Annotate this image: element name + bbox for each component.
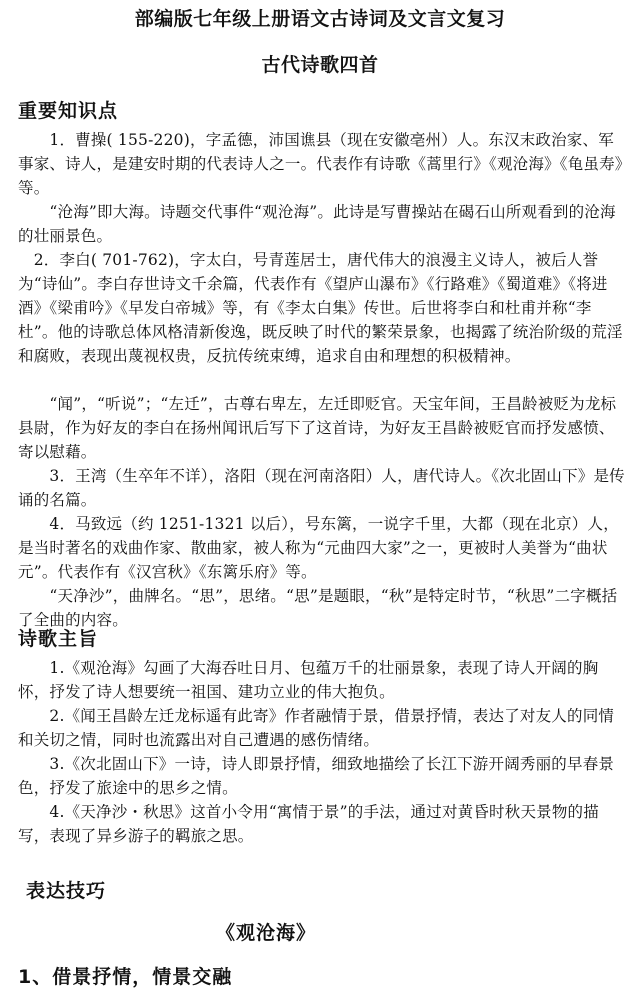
- theme-paragraph-1: 1.《观沧海》勾画了大海吞吐日月、包蕴万千的壮丽景象，表现了诗人开阔的胸怀，抒发了诗人想要统一祖国、建功立业的伟大抱负。: [18, 659, 599, 701]
- theme-paragraph-3: 3.《次北固山下》一诗，诗人即景抒情，细致地描绘了长江下游开阔秀丽的早春景色，抒发了旅途中的思乡之情。: [18, 755, 615, 797]
- knowledge-paragraph-libai: 2．李白( 701-762)，字太白，号青莲居士，唐代伟大的浪漫主义诗人，被后人誉为“诗仙”。李白存世诗文千余篇，代表作有《望庐山瀑布》《行路难》《蜀道难》《将进酒》《梁甫吟》《早发白帝城》等，有《李太白集》传世。后世将李白和杜甫并称“李杜”。他的诗歌总体风格清新俊逸，既反映了时代的繁荣景象，也揭露了统治阶级的荒淫和腐败，表现出蔑视权贵，反抗传统束缚，追求自由和理想的积极精神。: [18, 251, 623, 365]
- knowledge-paragraph-wen: “闻”，“听说”；“左迁”，古尊右卑左，左迁即贬官。天宝年间，王昌龄被贬为龙标县尉，作为好友的李白在扬州闻讯后写下了这首诗，为好友王昌龄被贬官而抒发感愤、寄以慰藉。: [18, 395, 617, 461]
- section-heading-theme: 诗歌主旨: [18, 628, 99, 650]
- section-heading-technique: 表达技巧: [26, 880, 107, 902]
- technique-subheading: 1、借景抒情，情景交融: [18, 966, 233, 988]
- document-title: 部编版七年级上册语文古诗词及文言文复习: [134, 8, 506, 30]
- knowledge-paragraph-tianjingsha: “天净沙”，曲牌名。“思”，思绪。“思”是题眼，“秋”是特定时节，“秋思”二字概括了全曲的内容。: [18, 587, 618, 629]
- section-heading-knowledge: 重要知识点: [18, 100, 119, 122]
- poem-title: 《观沧海》: [216, 922, 317, 944]
- knowledge-paragraph-canghai: “沧海”即大海。诗题交代事件“观沧海”。此诗是写曹操站在碣石山所观看到的沧海的壮丽景色。: [18, 203, 616, 245]
- knowledge-paragraph-mazhiyuan: 4．马致远（约 1251-1321 以后），号东篱，一说字千里，大都（现在北京）人，是当时著名的戏曲作家、散曲家，被人称为“元曲四大家”之一，更被时人美誉为“曲状元”。代表作有《汉宫秋》《东篱乐府》等。: [18, 515, 619, 581]
- theme-paragraph-4: 4.《天净沙・秋思》这首小令用“寓情于景”的手法，通过对黄昏时秋天景物的描写，表现了异乡游子的羁旅之思。: [18, 803, 599, 845]
- knowledge-paragraph-wangwan: 3．王湾（生卒年不详），洛阳（现在河南洛阳）人，唐代诗人。《次北固山下》是传诵的名篇。: [18, 467, 625, 509]
- knowledge-paragraph-caocao: 1．曹操( 155-220)，字孟德，沛国谯县（现在安徽亳州）人。东汉末政治家、军事家、诗人，是建安时期的代表诗人之一。代表作有诗歌《蒿里行》《观沧海》《龟虽寿》等。: [18, 131, 623, 197]
- document-subtitle: 古代诗歌四首: [261, 54, 379, 76]
- theme-paragraph-2: 2.《闻王昌龄左迁龙标遥有此寄》作者融情于景，借景抒情，表达了对友人的同情和关切之情，同时也流露出对自己遭遇的感伤情绪。: [18, 707, 615, 749]
